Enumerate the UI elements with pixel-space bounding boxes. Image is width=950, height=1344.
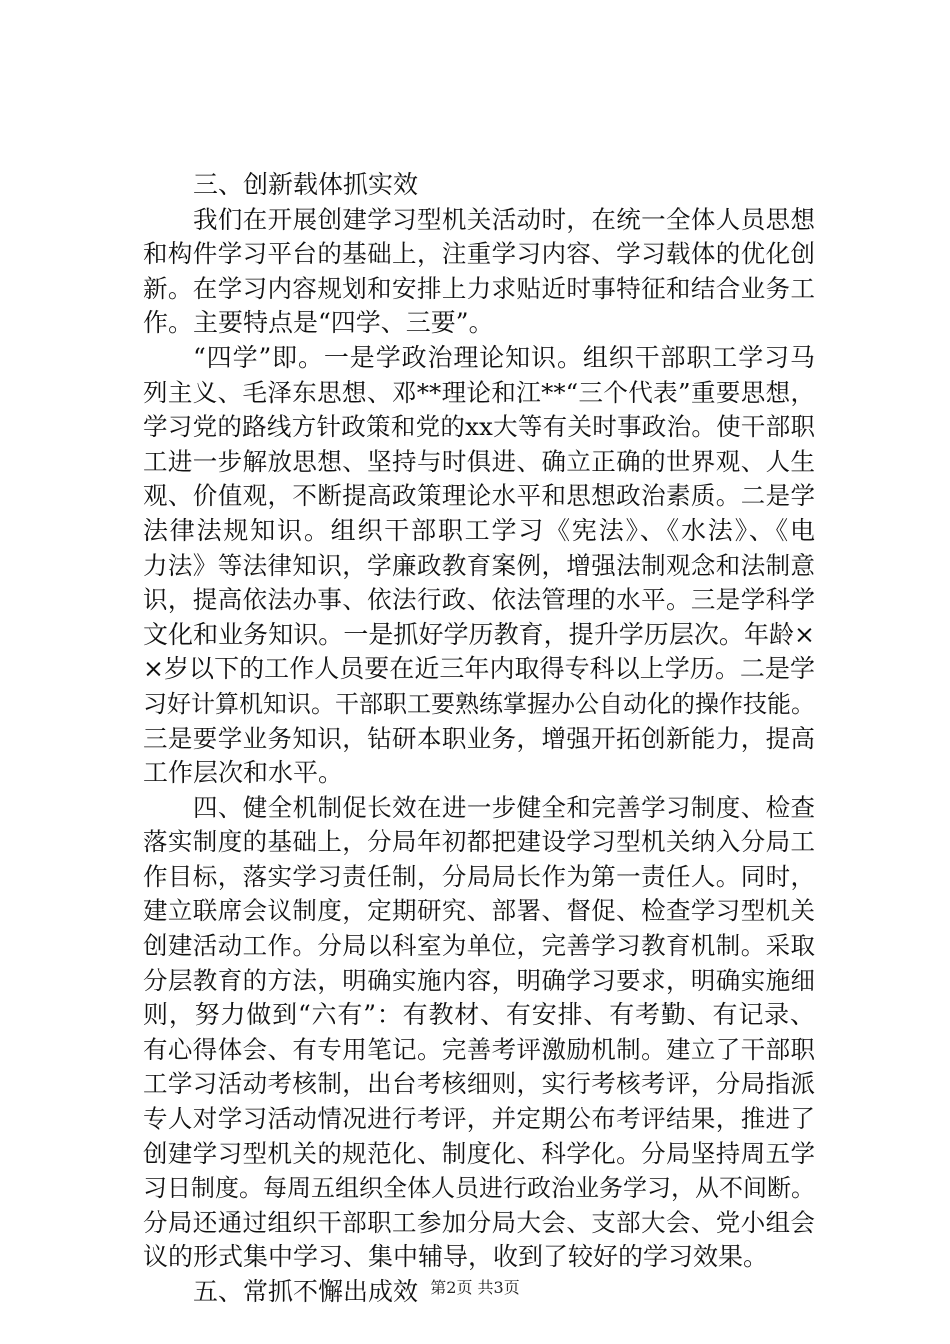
paragraph-line: 分局还通过组织干部职工参加分局大会、支部大会、党小组会 xyxy=(143,1207,815,1237)
paragraph-line: 我们在开展创建学习型机关活动时，在统一全体人员思想 xyxy=(193,204,815,234)
paragraph-line: 作。主要特点是“四学、三要”。 xyxy=(143,308,494,338)
paragraph-line: 创建活动工作。分局以科室为单位，完善学习教育机制。采取 xyxy=(143,931,815,961)
paragraph-line: ×岁以下的工作人员要在近三年内取得专科以上学历。二是学 xyxy=(143,654,815,684)
paragraph-line: 三是要学业务知识，钻研本职业务，增强开拓创新能力，提高 xyxy=(143,723,815,753)
paragraph-line: 议的形式集中学习、集中辅导，收到了较好的学习效果。 xyxy=(143,1242,769,1272)
paragraph-line: 作目标，落实学习责任制，分局局长作为第一责任人。同时， xyxy=(143,861,815,891)
paragraph-line: 习日制度。每周五组织全体人员进行政治业务学习，从不间断。 xyxy=(143,1174,815,1203)
paragraph-line: 和构件学习平台的基础上，注重学习内容、学习载体的优化创 xyxy=(143,239,815,269)
paragraph-line: 列主义、毛泽东思想、邓**理论和江**“三个代表”重要思想， xyxy=(143,377,815,407)
page-footer: 第2页 共3页 xyxy=(430,1278,520,1297)
paragraph-line: 观、价值观，不断提高政策理论水平和思想政治素质。二是学 xyxy=(143,481,815,511)
paragraph-line: 专人对学习活动情况进行考评，并定期公布考评结果，推进了 xyxy=(143,1104,815,1134)
paragraph-line: 工学习活动考核制，出台考核细则，实行考核考评，分局指派 xyxy=(143,1069,815,1099)
paragraph-line: 创建学习型机关的规范化、制度化、科学化。分局坚持周五学 xyxy=(143,1138,815,1168)
paragraph-line: 学习党的路线方针政策和党的xx大等有关时事政治。使干部职 xyxy=(143,412,815,442)
paragraph-line: 建立联席会议制度，定期研究、部署、督促、检查学习型机关 xyxy=(143,896,815,926)
paragraph-line: 工进一步解放思想、坚持与时俱进、确立正确的世界观、人生 xyxy=(143,446,815,476)
paragraph-line: 文化和业务知识。一是抓好学历教育，提升学历层次。年龄× xyxy=(143,619,815,649)
section-heading: 五、常抓不懈出成效 xyxy=(193,1277,419,1306)
section-heading: 三、创新载体抓实效 xyxy=(193,170,419,199)
paragraph-line: 四、健全机制促长效在进一步健全和完善学习制度、检查 xyxy=(193,792,815,822)
paragraph-line: 有心得体会、有专用笔记。完善考评激励机制。建立了干部职 xyxy=(143,1034,815,1064)
paragraph-line: 工作层次和水平。 xyxy=(143,758,344,788)
paragraph-line: 习好计算机知识。干部职工要熟练掌握办公自动化的操作技能。 xyxy=(143,689,815,718)
paragraph-line: 法律法规知识。组织干部职工学习《宪法》、《水法》、《电 xyxy=(143,515,815,545)
paragraph-line: 则，努力做到“六有”：有教材、有安排、有考勤、有记录、 xyxy=(143,1000,815,1030)
paragraph-line: “四学”即。一是学政治理论知识。组织干部职工学习马 xyxy=(193,342,815,372)
paragraph-line: 分层教育的方法，明确实施内容，明确学习要求，明确实施细 xyxy=(143,965,815,995)
paragraph-line: 落实制度的基础上，分局年初都把建设学习型机关纳入分局工 xyxy=(143,827,815,857)
paragraph-line: 力法》等法律知识，学廉政教育案例，增强法制观念和法制意 xyxy=(143,550,815,580)
document-body xyxy=(143,168,815,1310)
paragraph-line: 新。在学习内容规划和安排上力求贴近时事特征和结合业务工 xyxy=(143,273,815,303)
paragraph-line: 识，提高依法办事、依法行政、依法管理的水平。三是学科学 xyxy=(143,585,815,615)
